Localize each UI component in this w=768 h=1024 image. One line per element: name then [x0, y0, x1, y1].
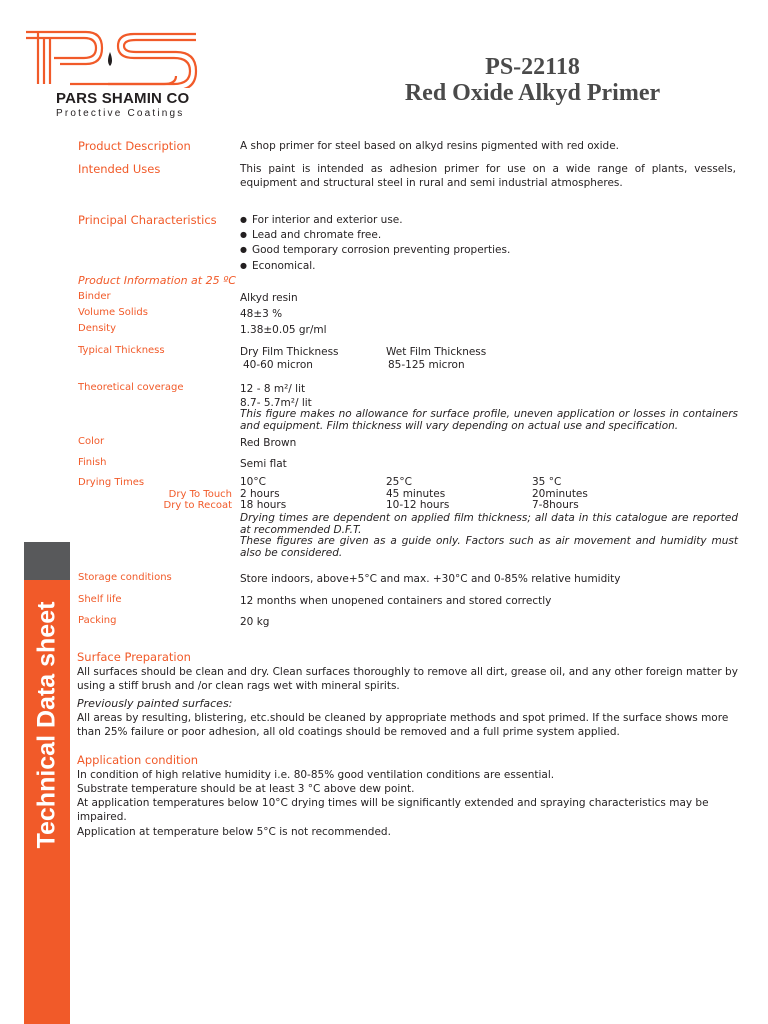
color-label: Color — [78, 436, 105, 447]
company-tagline: Protective Coatings — [56, 108, 185, 119]
finish-value: Semi flat — [240, 458, 287, 470]
product-title: Red Oxide Alkyd Primer — [404, 80, 661, 106]
company-name: PARS SHAMIN CO — [56, 90, 190, 107]
application-line-1: In condition of high relative humidity i.e. 80-85% good ventilation conditions are essential. — [77, 769, 555, 781]
list-item: ● Good temporary corrosion preventing properties. — [240, 243, 736, 258]
product-description-value: A shop primer for steel based on alkyd resins pigmented with red oxide. — [240, 140, 619, 152]
drying-times-label: Drying Times — [78, 477, 145, 488]
recoat-time-10c: 18 hours — [240, 499, 287, 511]
touch-time-35c: 20minutes — [532, 487, 588, 500]
shelf-life-label: Shelf life — [78, 594, 122, 605]
product-code: PS-22118 — [485, 54, 580, 80]
touch-time-10c: 2 hours — [240, 487, 280, 500]
binder-label: Binder — [78, 291, 111, 302]
coverage-note: This figure makes no allowance for surface profile, uneven application or losses in containers and equipment. Film thickness will vary depending on actual use and specification. — [240, 408, 738, 432]
density-label: Density — [78, 323, 117, 334]
product-description-label: Product Description — [78, 139, 191, 153]
sidebar-title — [24, 580, 70, 870]
dry-to-touch-label: Dry To Touch — [168, 489, 232, 500]
dft-value: 40-60 micron — [243, 359, 313, 371]
product-information-heading: Product Information at 25 ºC — [78, 274, 236, 287]
density-value: 1.38±0.05 gr/ml — [240, 324, 327, 336]
drying-column-35c — [532, 477, 588, 512]
storage-conditions-value: Store indoors, above+5°C and max. +30°C and 0-85% relative humidity — [240, 573, 621, 585]
application-condition-heading: Application condition — [77, 753, 199, 767]
wft-label: Wet Film Thickness — [386, 346, 487, 358]
previously-painted-text: All areas by resulting, blistering, etc.should be cleaned by appropriate methods and spot primed. If the surface shows more than 25% failure or poor adhesion, all old coatings should be removed and a full prime system applied. — [77, 712, 729, 738]
finish-label: Finish — [78, 457, 107, 468]
intended-uses-label: Intended Uses — [78, 162, 161, 176]
drying-note-2: These figures are given as a guide only. Factors such as air movement and humidity must also be considered. — [240, 535, 738, 559]
volume-solids-value: 48±3 % — [240, 308, 283, 320]
drying-temp-35c: 35 °C — [532, 476, 562, 488]
drying-temp-10c: 10°C — [240, 476, 266, 488]
theoretical-coverage-label: Theoretical coverage — [78, 382, 184, 393]
previously-painted-heading: Previously painted surfaces: — [77, 697, 233, 710]
dft-label: Dry Film Thickness — [240, 346, 339, 358]
drying-column-25c — [386, 477, 449, 512]
volume-solids-label: Volume Solids — [78, 307, 148, 318]
coverage-value-2: 8.7- 5.7m²/ lit — [240, 397, 312, 409]
packing-label: Packing — [78, 615, 117, 626]
surface-preparation-heading: Surface Preparation — [77, 650, 191, 664]
list-item: ● Lead and chromate free. — [240, 228, 736, 243]
touch-time-25c: 45 minutes — [386, 487, 446, 500]
packing-value: 20 kg — [240, 616, 270, 628]
recoat-time-35c: 7-8hours — [532, 499, 579, 511]
list-item: ● For interior and exterior use. — [240, 213, 736, 228]
color-value: Red Brown — [240, 437, 297, 449]
list-item: ● Economical. — [240, 259, 736, 274]
application-line-3: At application temperatures below 10°C drying times will be significantly extended and spraying characteristics may be impaired. — [77, 797, 709, 823]
drying-column-10c — [240, 477, 286, 512]
application-line-4: Application at temperature below 5°C is not recommended. — [77, 826, 391, 838]
recoat-time-25c: 10-12 hours — [386, 499, 450, 511]
principal-characteristics-label: Principal Characteristics — [78, 213, 217, 227]
principal-characteristics-list — [240, 213, 736, 274]
intended-uses-value: This paint is intended as adhesion primer for use on a wide range of plants, vessels, equipment and structural steel in rural and semi industrial atmospheres. — [240, 163, 736, 189]
storage-conditions-label: Storage conditions — [78, 572, 172, 583]
drying-note-1: Drying times are dependent on applied film thickness; all data in this catalogue are reported at recommended D.F.T. — [240, 512, 738, 536]
sidebar-dark-band — [24, 542, 70, 580]
binder-value: Alkyd resin — [240, 292, 298, 304]
shelf-life-value: 12 months when unopened containers and stored correctly — [240, 595, 552, 607]
drying-temp-25c: 25°C — [386, 476, 412, 488]
coverage-value-1: 12 - 8 m²/ lit — [240, 383, 306, 395]
sidebar-title-text: Technical Data sheet — [32, 601, 61, 849]
dry-to-recoat-label: Dry to Recoat — [163, 500, 232, 511]
typical-thickness-label: Typical Thickness — [78, 345, 165, 356]
wft-value: 85-125 micron — [388, 359, 465, 371]
application-line-2: Substrate temperature should be at least 3 °C above dew point. — [77, 783, 415, 795]
ps-logo-icon — [24, 26, 199, 88]
surface-preparation-text: All surfaces should be clean and dry. Clean surfaces thoroughly to remove all dirt, grease oil, and any other foreign matter by using a stiff brush and /or clean rags wet with mineral spirits. — [77, 666, 738, 692]
